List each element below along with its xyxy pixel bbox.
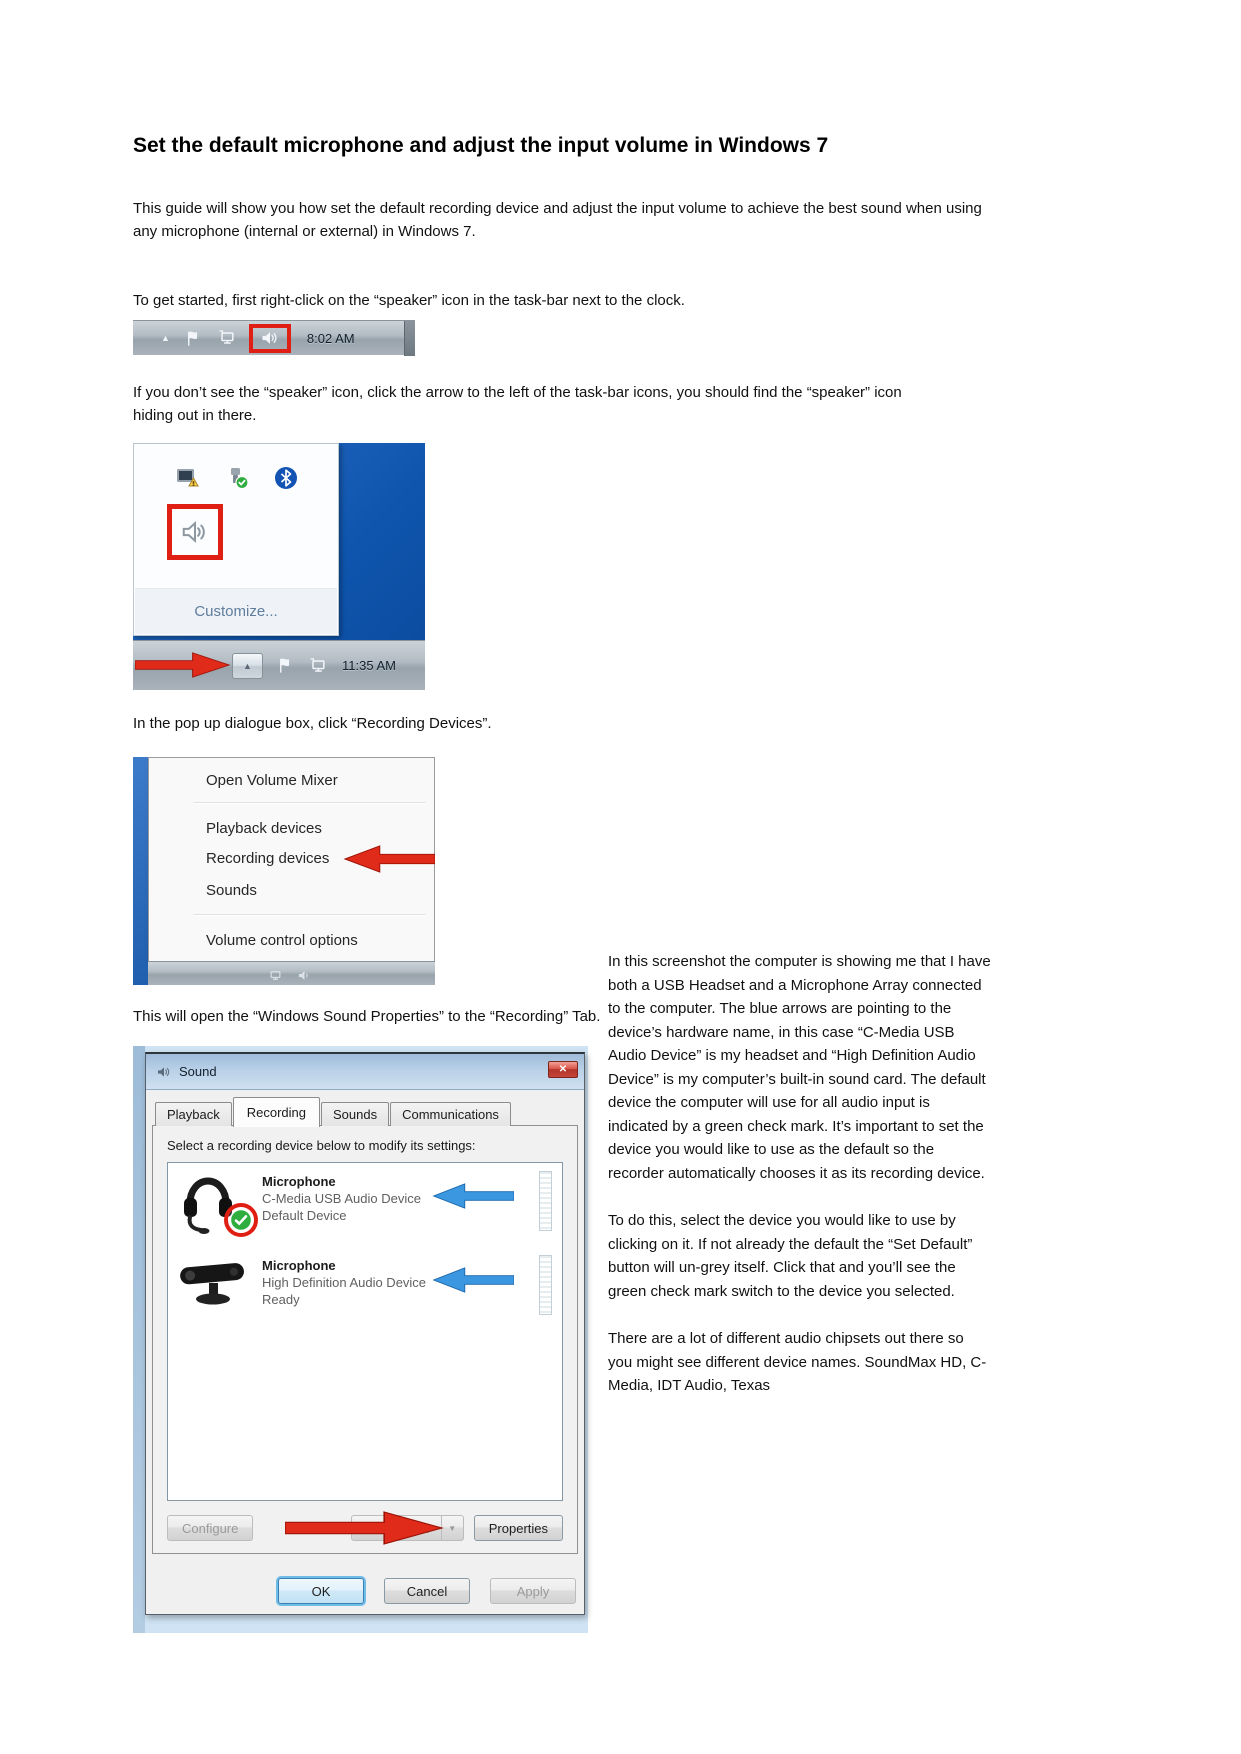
sound-window-icon <box>156 1064 172 1080</box>
menu-item-recording-devices[interactable]: Recording devices <box>206 849 330 867</box>
tab-communications[interactable]: Communications <box>390 1102 511 1126</box>
get-started-paragraph: To get started, first right-click on the “speaker” icon in the task-bar next to the clock. <box>133 292 685 309</box>
bluetooth-icon[interactable] <box>274 466 298 490</box>
taskbar-sliver <box>148 961 435 985</box>
action-center-flag-icon[interactable] <box>184 329 203 348</box>
side-paragraph-1: In this screenshot the computer is showing me that I have both a USB Headset and a Microphone Array connected to the computer. The blue arrows are pointing to the device’s hardware name, in this case “C-Media USB Audio Device” is my headset and “High Definition Audio Device” is my computer’s built-in sound card. The default device the computer will use for all audio input is indicated by a green check mark. It’s important to set the device you would like to use as the default so the recorder automatically chooses it as its recording device. <box>608 953 991 1182</box>
side-text-column <box>608 950 992 1422</box>
action-center-flag-icon[interactable] <box>276 656 295 675</box>
device-status: Default Device <box>262 1208 347 1223</box>
speaker-icon[interactable] <box>260 328 280 348</box>
cancel-button[interactable]: Cancel <box>384 1578 470 1604</box>
page-title: Set the default microphone and adjust the input volume in Windows 7 <box>133 134 829 157</box>
screenshot-sound-dialog <box>133 1046 588 1633</box>
popup-paragraph: In the pop up dialogue box, click “Recording Devices”. <box>133 715 492 732</box>
annotation-red-arrow <box>343 845 435 873</box>
device-row-microphone-array[interactable] <box>168 1247 562 1331</box>
side-paragraph-2: To do this, select the device you would like to use by clicking on it. If not already the default the “Set Default” button will un-grey itself. Click that and you’ll see the green check mark switch to the device you selected. <box>608 1212 973 1300</box>
device-buttons-row <box>167 1515 563 1541</box>
intro-paragraph: This guide will show you how set the default recording device and adjust the input volume to achieve the best sound when using any microphone (internal or external) in Windows 7. <box>133 200 982 240</box>
apply-button[interactable]: Apply <box>490 1578 576 1604</box>
annotation-red-arrow <box>135 652 231 678</box>
menu-divider <box>193 802 426 803</box>
recording-device-list <box>167 1162 563 1501</box>
will-open-paragraph: This will open the “Windows Sound Properties” to the “Recording” Tab. <box>133 1008 601 1025</box>
annotation-blue-arrow <box>432 1183 514 1209</box>
sound-dialog-window <box>145 1052 585 1615</box>
network-icon[interactable] <box>217 328 237 348</box>
dialog-titlebar <box>146 1054 584 1090</box>
customize-link[interactable]: Customize... <box>194 603 278 620</box>
speaker-icon[interactable] <box>180 517 210 547</box>
menu-divider <box>193 914 426 915</box>
level-meter <box>539 1171 552 1231</box>
desktop-edge <box>133 757 148 985</box>
network-icon[interactable] <box>308 656 328 676</box>
device-row-usb-headset[interactable] <box>168 1163 562 1247</box>
configure-button[interactable]: Configure <box>167 1515 253 1541</box>
menu-item-sounds[interactable]: Sounds <box>206 881 257 899</box>
device-hardware-name: C-Media USB Audio Device <box>262 1191 421 1206</box>
properties-button[interactable]: Properties <box>474 1515 563 1541</box>
dialog-tabs <box>155 1096 512 1126</box>
screenshot-taskbar <box>133 320 415 355</box>
desktop-edge <box>133 1046 145 1633</box>
menu-item-playback-devices[interactable]: Playback devices <box>206 819 322 837</box>
speaker-highlight-box <box>167 504 223 560</box>
headset-image <box>176 1169 262 1241</box>
dont-see-paragraph: If you don’t see the “speaker” icon, click the arrow to the left of the task-bar icons, you should find the “speaker” icon hiding out in there. <box>133 384 902 424</box>
taskbar-faint-icons <box>268 968 312 983</box>
level-meter <box>539 1255 552 1315</box>
ok-button[interactable]: OK <box>278 1578 364 1604</box>
device-name: Microphone <box>262 1258 336 1273</box>
dialog-title: Sound <box>179 1064 217 1079</box>
menu-item-open-volume-mixer[interactable]: Open Volume Mixer <box>206 771 338 789</box>
show-hidden-icons-chevron[interactable]: ▲ <box>161 333 170 343</box>
tab-playback[interactable]: Playback <box>155 1102 232 1126</box>
recording-tab-page <box>152 1125 578 1554</box>
display-warning-icon[interactable] <box>176 466 202 490</box>
usb-device-icon[interactable] <box>226 466 250 490</box>
taskbar-clock[interactable]: 8:02 AM <box>306 330 355 346</box>
show-hidden-icons-button[interactable]: ▲ <box>232 653 263 679</box>
menu-item-volume-control-options[interactable]: Volume control options <box>206 931 358 949</box>
screenshot-context-menu <box>133 757 435 985</box>
tab-sounds[interactable]: Sounds <box>321 1102 389 1126</box>
speaker-highlight-box <box>249 324 291 353</box>
close-button[interactable]: ✕ <box>548 1061 578 1078</box>
set-default-dropdown[interactable]: ▼ <box>441 1516 463 1540</box>
tray-overflow-panel <box>133 443 339 636</box>
device-hardware-name: High Definition Audio Device <box>262 1275 427 1290</box>
instruction-label: Select a recording device below to modify its settings: <box>167 1138 476 1153</box>
side-paragraph-3: There are a lot of different audio chipsets out there so you might see different device names. SoundMax HD, C-Media, IDT Audio, Texas <box>608 1330 987 1394</box>
device-status: Ready <box>262 1292 300 1307</box>
annotation-red-arrow <box>285 1511 445 1545</box>
screenshot-tray-popup <box>133 443 425 690</box>
taskbar-clock[interactable]: 11:35 AM <box>342 658 396 673</box>
tab-recording[interactable]: Recording <box>233 1097 320 1127</box>
annotation-blue-arrow <box>432 1267 514 1293</box>
dialog-bottom-buttons <box>278 1578 576 1604</box>
device-name: Microphone <box>262 1174 336 1189</box>
show-desktop-button[interactable] <box>404 321 415 356</box>
default-device-check-icon <box>224 1203 258 1237</box>
microphone-array-image <box>176 1253 262 1325</box>
